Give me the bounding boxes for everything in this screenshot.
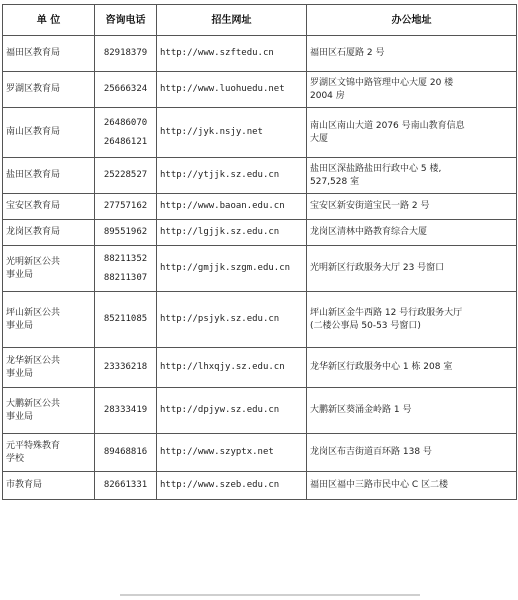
cell-address (307, 158, 517, 194)
cell-unit (3, 36, 95, 72)
cell-unit-line: 元平特殊教育 (6, 440, 61, 451)
cell-unit (3, 434, 95, 472)
cell-phone (95, 246, 157, 292)
cell-unit (3, 158, 95, 194)
cell-address-line: 南山区南山大道 2076 号南山教育信息 (310, 120, 465, 131)
cell-unit-line: 宝安区教育局 (6, 201, 61, 211)
cell-unit (3, 246, 95, 292)
cell-unit-line: 事业局 (6, 411, 34, 422)
cell-unit-line: 龙岗区教育局 (6, 227, 61, 237)
cell-phone (95, 220, 157, 246)
table-row (3, 434, 517, 472)
table-row (3, 388, 517, 434)
table-row (3, 108, 517, 158)
cell-url-link[interactable]: http://lgjjk.sz.edu.cn (157, 220, 307, 246)
table-row (3, 292, 517, 348)
cell-phone-line: 26486070 (103, 117, 148, 128)
cell-unit (3, 220, 95, 246)
cell-url-link[interactable]: http://dpjyw.sz.edu.cn (157, 388, 307, 434)
cell-address-line: 福田区福中三路市民中心 C 区二楼 (310, 480, 449, 490)
cell-address (307, 472, 517, 500)
cell-unit-line: 龙华新区公共 (6, 355, 61, 366)
cell-phone (95, 158, 157, 194)
cell-address-line: 宝安区新安街道宝民一路 2 号 (310, 201, 430, 211)
cell-phone-line: 85211085 (103, 314, 148, 324)
cell-address-line: 龙岗区清林中路教育综合大厦 (310, 227, 428, 237)
cell-unit (3, 194, 95, 220)
cell-address-line: 罗湖区文锦中路管理中心大厦 20 楼 (310, 77, 454, 88)
header-unit: 单 位 (3, 5, 95, 36)
cell-phone (95, 194, 157, 220)
cell-address-line: 2004 房 (310, 90, 345, 101)
cell-url-link[interactable]: http://jyk.nsjy.net (157, 108, 307, 158)
cell-url-link[interactable]: http://lhxqjy.sz.edu.cn (157, 348, 307, 388)
cell-url-link[interactable]: http://www.szyptx.net (157, 434, 307, 472)
cell-phone-line: 88211307 (103, 272, 148, 283)
cell-unit (3, 388, 95, 434)
header-phone: 咨询电话 (95, 5, 157, 36)
cell-address (307, 246, 517, 292)
cell-phone (95, 292, 157, 348)
cell-phone-line: 89468816 (103, 447, 148, 457)
cell-unit-line: 事业局 (6, 269, 34, 280)
cell-address-line: (二楼公事局 50-53 号窗口) (310, 320, 421, 331)
cell-phone-line: 82661331 (103, 480, 148, 490)
table-row (3, 158, 517, 194)
cell-url-link[interactable]: http://www.luohuedu.net (157, 72, 307, 108)
table-row (3, 246, 517, 292)
cell-address-line: 大厦 (310, 133, 329, 144)
cell-address-line: 527,528 室 (310, 176, 360, 187)
bottom-caption-residue (120, 594, 420, 596)
header-url: 招生网址 (157, 5, 307, 36)
cell-address-line: 龙华新区行政服务中心 1 栋 208 室 (310, 362, 453, 372)
cell-unit (3, 72, 95, 108)
cell-phone-line: 25666324 (103, 84, 148, 94)
cell-phone-line: 82918379 (103, 48, 148, 58)
table-row (3, 36, 517, 72)
cell-phone (95, 36, 157, 72)
cell-phone (95, 472, 157, 500)
cell-address (307, 292, 517, 348)
cell-address-line: 龙岗区布吉街道百环路 138 号 (310, 447, 432, 457)
table-row (3, 194, 517, 220)
cell-url-link[interactable]: http://ytjjk.sz.edu.cn (157, 158, 307, 194)
cell-url-link[interactable]: http://www.baoan.edu.cn (157, 194, 307, 220)
cell-address (307, 36, 517, 72)
cell-address (307, 348, 517, 388)
cell-unit-line: 盐田区教育局 (6, 170, 61, 180)
cell-address-line: 大鹏新区葵涌金岭路 1 号 (310, 405, 412, 415)
cell-address-line: 福田区石厦路 2 号 (310, 48, 385, 58)
header-address: 办公地址 (307, 5, 517, 36)
cell-address (307, 72, 517, 108)
cell-phone (95, 108, 157, 158)
cell-phone (95, 72, 157, 108)
cell-phone-line: 26486121 (103, 136, 148, 147)
cell-url-link[interactable]: http://www.szftedu.cn (157, 36, 307, 72)
cell-phone (95, 434, 157, 472)
table-row (3, 348, 517, 388)
cell-unit-line: 学校 (6, 453, 25, 464)
cell-address (307, 108, 517, 158)
cell-unit-line: 罗湖区教育局 (6, 84, 61, 94)
cell-address-line: 盐田区深盐路盐田行政中心 5 楼, (310, 163, 442, 174)
cell-unit (3, 292, 95, 348)
table-row (3, 220, 517, 246)
table-row (3, 472, 517, 500)
cell-unit-line: 事业局 (6, 368, 34, 379)
cell-unit-line: 南山区教育局 (6, 127, 61, 137)
cell-phone-line: 89551962 (103, 227, 148, 237)
cell-address-line: 坪山新区金牛西路 12 号行政服务大厅 (310, 307, 463, 318)
cell-url-link[interactable]: http://psjyk.sz.edu.cn (157, 292, 307, 348)
cell-unit-line: 大鹏新区公共 (6, 398, 61, 409)
cell-address (307, 434, 517, 472)
cell-phone-line: 28333419 (103, 405, 148, 415)
cell-unit-line: 光明新区公共 (6, 256, 61, 267)
cell-unit-line: 事业局 (6, 320, 34, 331)
cell-unit-line: 福田区教育局 (6, 48, 61, 58)
cell-url-link[interactable]: http://www.szeb.edu.cn (157, 472, 307, 500)
cell-phone-line: 23336218 (103, 362, 148, 372)
cell-unit-line: 坪山新区公共 (6, 307, 61, 318)
cell-phone-line: 25228527 (103, 170, 148, 180)
cell-address (307, 388, 517, 434)
contact-table (2, 4, 517, 500)
cell-phone-line: 88211352 (103, 253, 148, 264)
cell-address (307, 220, 517, 246)
cell-unit (3, 108, 95, 158)
cell-address-line: 光明新区行政服务大厅 23 号窗口 (310, 263, 445, 273)
table-body (3, 36, 517, 500)
table-row (3, 72, 517, 108)
cell-url-link[interactable]: http://gmjjk.szgm.edu.cn (157, 246, 307, 292)
cell-unit-line: 市教育局 (6, 480, 43, 490)
cell-unit (3, 348, 95, 388)
cell-phone (95, 348, 157, 388)
cell-address (307, 194, 517, 220)
cell-phone (95, 388, 157, 434)
table-header-row (3, 5, 517, 36)
cell-unit (3, 472, 95, 500)
cell-phone-line: 27757162 (103, 201, 148, 211)
